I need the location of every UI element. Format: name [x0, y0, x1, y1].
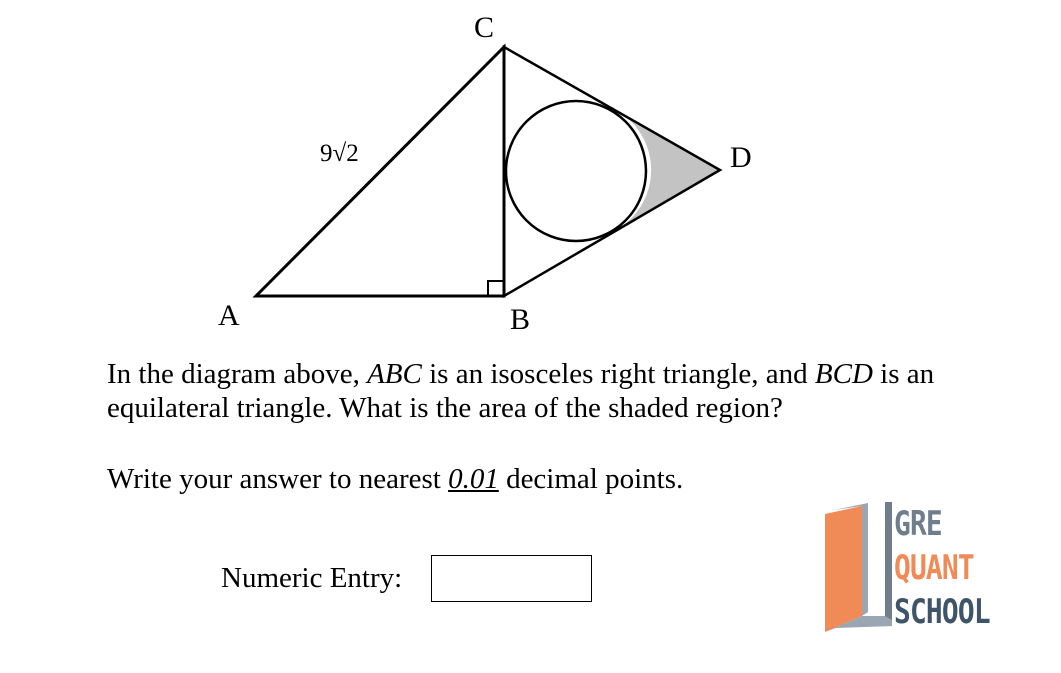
vertex-label-a: A [218, 299, 240, 332]
question-mid: is an isosceles right triangle, and [421, 358, 815, 390]
logo-text-gre: GRE [894, 504, 942, 544]
instruction-suffix: decimal points. [498, 463, 684, 495]
instruction-prefix: Write your answer to nearest [107, 463, 449, 495]
instruction-text [107, 462, 683, 496]
question-text [107, 357, 987, 425]
triangle-name-abc: ABC [367, 358, 422, 390]
vertex-label-b: B [510, 303, 531, 336]
book-icon-spine [885, 502, 892, 620]
question-suffix: is an equilateral triangle. What is the area of the shaded region? [107, 358, 935, 424]
precision-value: 0.01 [448, 463, 499, 495]
inscribed-circle [506, 101, 646, 241]
book-icon [822, 500, 892, 640]
triangle-abc [256, 47, 504, 296]
side-ac-length: 9√2 [320, 140, 359, 167]
numeric-entry-label: Numeric Entry: [221, 562, 403, 594]
right-angle-marker [488, 281, 504, 296]
logo-text-school: SCHOOL [894, 592, 990, 632]
gre-quant-school-logo [822, 500, 1022, 640]
book-icon-orange-page [825, 506, 862, 632]
triangle-name-bcd: BCD [814, 358, 873, 390]
question-prefix: In the diagram above, [107, 358, 368, 390]
vertex-label-c: C [474, 11, 495, 44]
vertex-label-d: D [730, 141, 752, 174]
numeric-entry-input[interactable] [431, 555, 592, 602]
logo-text-quant: QUANT [894, 548, 974, 588]
